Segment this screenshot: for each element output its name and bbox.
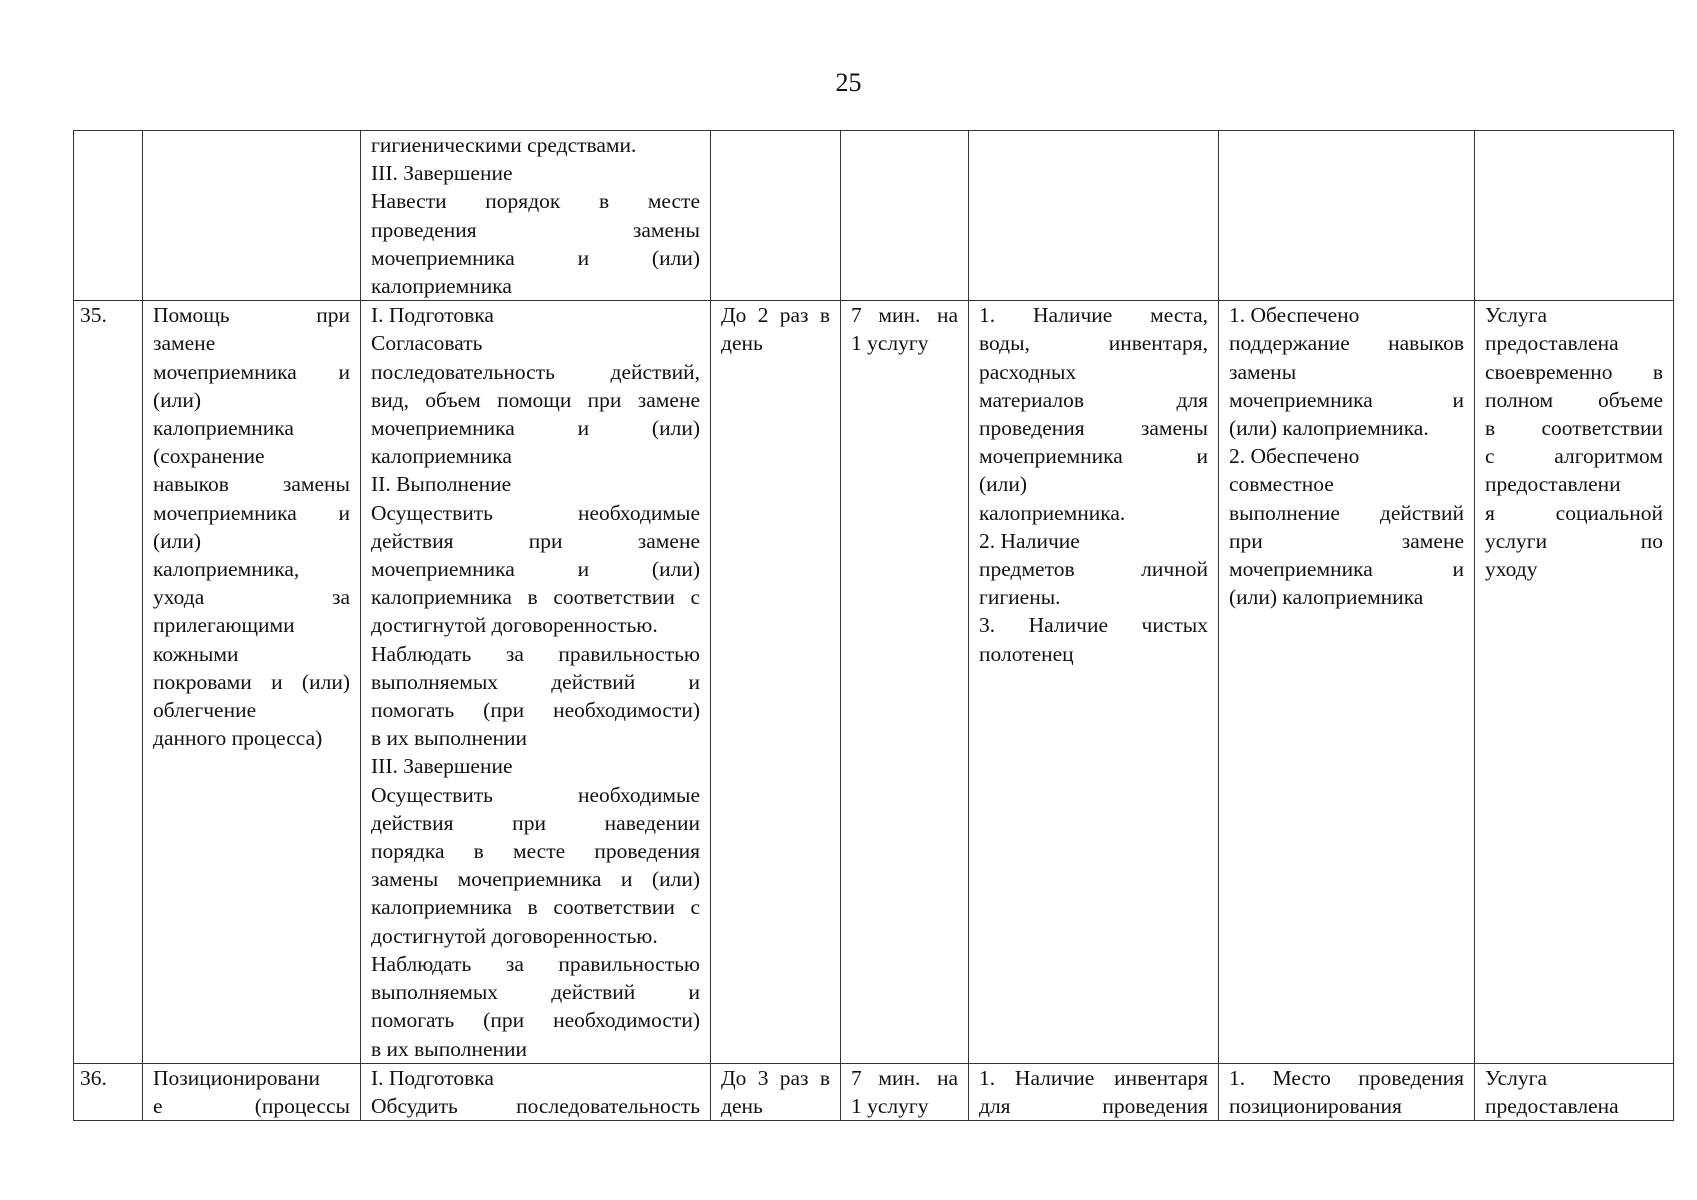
cell-text-line: (или)	[979, 472, 1028, 497]
cell-text-line: помогать (при необходимости)	[371, 698, 700, 723]
cell-text-line: в соответствии	[1485, 416, 1663, 441]
cell-text-line: мочеприемника и (или)	[371, 245, 700, 270]
cell-text-line: Осуществить необходимые	[371, 500, 700, 525]
cell-text-line: 1. Место проведения	[1229, 1065, 1464, 1090]
cell-text-line: проведения замены	[371, 217, 700, 242]
cell-duration	[841, 131, 969, 301]
cell-text-line: мочеприемника и (или)	[371, 416, 700, 441]
table-row-36	[74, 1063, 1674, 1120]
cell-text-line: с алгоритмом	[1485, 444, 1663, 469]
cell-results	[1219, 131, 1475, 301]
cell-service-name	[143, 1063, 361, 1120]
cell-procedure	[361, 1063, 711, 1120]
cell-text-line: Услуга	[1485, 1065, 1548, 1090]
cell-frequency	[711, 131, 841, 301]
cell-text-line: действия при замене	[371, 528, 700, 553]
cell-text-line: при замене	[1229, 528, 1464, 553]
cell-text-line: мочеприемника и (или)	[371, 557, 700, 582]
cell-text-line: замены	[1229, 359, 1297, 384]
cell-text-line: помогать (при необходимости)	[371, 1008, 700, 1033]
cell-text-line: калоприемника,	[153, 557, 300, 582]
cell-text-line: 7 мин. на	[851, 303, 958, 328]
cell-text-line: проведения замены	[979, 416, 1208, 441]
cell-text-line: замены мочеприемника и (или)	[371, 867, 700, 892]
cell-text-line: услуги по	[1485, 528, 1663, 553]
cell-text-line: III. Завершение	[371, 161, 513, 186]
cell-text-line: навыков замены	[153, 472, 350, 497]
cell-conditions	[969, 1063, 1219, 1120]
cell-procedure	[361, 131, 711, 301]
cell-conditions	[969, 131, 1219, 301]
cell-text-line: своевременно в	[1485, 359, 1663, 384]
cell-text-line: для проведения	[979, 1093, 1208, 1118]
cell-text-line: предоставлена	[1485, 1093, 1619, 1118]
cell-text-line: достигнутой договоренностью.	[371, 613, 658, 638]
cell-text-line: данного процесса)	[153, 726, 323, 751]
cell-text-line: 7 мин. на	[851, 1065, 958, 1090]
cell-text-line: воды, инвентаря,	[979, 331, 1208, 356]
cell-text-line: мочеприемника и	[153, 359, 350, 384]
cell-text-line: покровами и (или)	[153, 669, 350, 694]
cell-frequency	[711, 301, 841, 1063]
cell-text-line: полном объеме	[1485, 387, 1663, 412]
cell-text-line: калоприемника.	[979, 500, 1126, 525]
cell-text-line: предоставлени	[1485, 472, 1621, 497]
cell-duration	[841, 301, 969, 1063]
cell-text-line: поддержание навыков	[1229, 331, 1464, 356]
cell-conditions	[969, 301, 1219, 1063]
services-table	[73, 130, 1674, 1121]
cell-text-line: калоприемника	[371, 444, 512, 469]
cell-text-line: позиционирования	[1229, 1093, 1402, 1118]
cell-text-line: 1 услугу	[851, 1093, 929, 1118]
cell-text-line: Услуга	[1485, 303, 1548, 328]
cell-text-line: Осуществить необходимые	[371, 782, 700, 807]
page-number: 25	[835, 68, 862, 97]
cell-text-line: день	[721, 1093, 763, 1118]
cell-text-line: калоприемника в соответствии с	[371, 895, 700, 920]
cell-service-name	[143, 301, 361, 1063]
cell-text-line: мочеприемника и	[1229, 387, 1464, 412]
cell-text-line: (или) калоприемника	[1229, 585, 1424, 610]
cell-text-line: Помощь при	[153, 303, 350, 328]
cell-text-line: Наблюдать за правильностью	[371, 641, 700, 666]
cell-text-line: До 2 раз в	[721, 303, 830, 328]
cell-quality	[1475, 301, 1674, 1063]
cell-text-line: предоставлена	[1485, 331, 1619, 356]
cell-text-line: расходных	[979, 359, 1077, 384]
cell-text-line: кожными	[153, 641, 239, 666]
cell-text-line: Согласовать	[371, 331, 483, 356]
cell-text-line: 1 услугу	[851, 331, 929, 356]
cell-text-line: день	[721, 331, 763, 356]
cell-text-line: Наблюдать за правильностью	[371, 951, 700, 976]
cell-text-line: достигнутой договоренностью.	[371, 923, 658, 948]
cell-text-line: калоприемника	[371, 274, 512, 299]
cell-text-line: 36.	[80, 1065, 107, 1090]
cell-number	[74, 1063, 143, 1120]
cell-text-line: III. Завершение	[371, 754, 513, 779]
cell-procedure	[361, 301, 711, 1063]
cell-text-line: прилегающими	[153, 613, 295, 638]
cell-text-line: (или)	[153, 528, 202, 553]
cell-text-line: я социальной	[1485, 500, 1663, 525]
cell-text-line: гигиены.	[979, 585, 1061, 610]
cell-text-line: совместное	[1229, 472, 1334, 497]
table-row-35	[74, 301, 1674, 1063]
cell-text-line: 3. Наличие чистых	[979, 613, 1208, 638]
cell-text-line: калоприемника в соответствии с	[371, 585, 700, 610]
cell-text-line: мочеприемника и	[153, 500, 350, 525]
cell-text-line: предметов личной	[979, 557, 1208, 582]
cell-text-line: мочеприемника и	[979, 444, 1208, 469]
cell-text-line: гигиеническими средствами.	[371, 133, 637, 157]
cell-text-line: ухода за	[153, 585, 350, 610]
cell-text-line: До 3 раз в	[721, 1065, 830, 1090]
cell-frequency	[711, 1063, 841, 1120]
cell-text-line: 1. Обеспечено	[1229, 303, 1360, 328]
cell-duration	[841, 1063, 969, 1120]
cell-text-line: вид, объем помощи при замене	[371, 387, 700, 412]
cell-service-name	[143, 131, 361, 301]
cell-text-line: полотенец	[979, 641, 1074, 666]
table-row-continuation	[74, 131, 1674, 301]
cell-text-line: I. Подготовка	[371, 303, 494, 328]
cell-text-line: 2. Наличие	[979, 528, 1080, 553]
cell-text-line: 35.	[80, 303, 107, 328]
cell-text-line: уходу	[1485, 557, 1538, 582]
cell-text-line: II. Выполнение	[371, 472, 512, 497]
cell-text-line: I. Подготовка	[371, 1065, 494, 1090]
cell-text-line: мочеприемника и	[1229, 557, 1464, 582]
cell-results	[1219, 301, 1475, 1063]
cell-quality	[1475, 131, 1674, 301]
cell-text-line: действия при наведении	[371, 810, 700, 835]
cell-text-line: Обсудить последовательность	[371, 1093, 700, 1118]
cell-text-line: выполняемых действий и	[371, 980, 700, 1005]
cell-text-line: (или) калоприемника.	[1229, 416, 1429, 441]
cell-text-line: 1. Наличие инвентаря	[979, 1065, 1208, 1090]
cell-text-line: облегчение	[153, 698, 257, 723]
cell-text-line: выполняемых действий и	[371, 669, 700, 694]
cell-text-line: Позиционировани	[153, 1065, 320, 1090]
cell-number	[74, 301, 143, 1063]
cell-quality	[1475, 1063, 1674, 1120]
cell-text-line: материалов для	[979, 387, 1208, 412]
cell-text-line: Навести порядок в месте	[371, 189, 700, 214]
cell-results	[1219, 1063, 1475, 1120]
cell-text-line: в их выполнении	[371, 726, 528, 751]
cell-text-line: последовательность действий,	[371, 359, 700, 384]
cell-text-line: 1. Наличие места,	[979, 303, 1208, 328]
cell-text-line: калоприемника	[153, 416, 294, 441]
cell-text-line: порядка в месте проведения	[371, 839, 700, 864]
cell-text-line: выполнение действий	[1229, 500, 1464, 525]
cell-text-line: в их выполнении	[371, 1036, 528, 1061]
cell-number	[74, 131, 143, 301]
cell-text-line: замене	[153, 331, 216, 356]
cell-text-line: (или)	[153, 387, 202, 412]
cell-text-line: (сохранение	[153, 444, 265, 469]
cell-text-line: е (процессы	[153, 1093, 350, 1118]
cell-text-line: 2. Обеспечено	[1229, 444, 1360, 469]
